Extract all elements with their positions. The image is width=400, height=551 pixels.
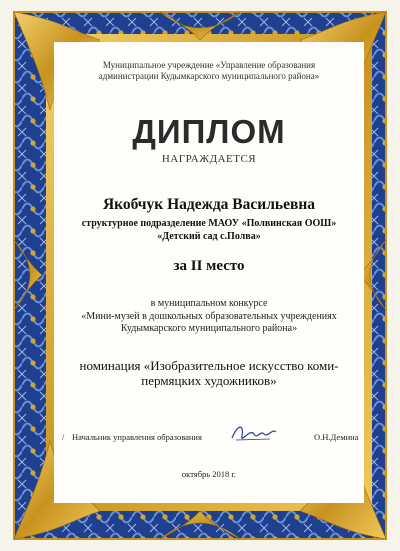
document-title: ДИПЛОМ bbox=[132, 113, 286, 150]
issuer-line-2: администрации Кудымкарского муниципального района» bbox=[98, 71, 320, 81]
issuer bbox=[58, 60, 360, 82]
contest-line-2: «Мини-музей в дошкольных образовательных учреждениях bbox=[81, 310, 337, 322]
recipient-organization bbox=[58, 217, 360, 243]
contest-line-1: в муниципальном конкурсе bbox=[150, 298, 268, 309]
nomination bbox=[58, 358, 360, 388]
nomination-line-1: номинация «Изобразительное искусство коми- bbox=[79, 358, 339, 373]
handwritten-signature bbox=[230, 422, 278, 446]
issuer-line-1: Муниципальное учреждение «Управление образования bbox=[102, 60, 316, 70]
recipient-name: Якобчук Надежда Васильевна bbox=[102, 196, 316, 213]
issue-date: октябрь 2018 г. bbox=[181, 469, 237, 479]
signatory-position: Начальник управления образования bbox=[72, 432, 202, 442]
place-award: за II место bbox=[173, 258, 245, 274]
awarded-label: НАГРАЖДАЕТСЯ bbox=[161, 153, 257, 165]
contest-line-3: Кудымкарского муниципального района» bbox=[120, 323, 298, 334]
org-line-2: «Детский сад с.Полва» bbox=[157, 231, 261, 242]
contest-description bbox=[58, 298, 360, 336]
nomination-line-2: пермяцких художников» bbox=[141, 373, 277, 388]
signature-slash: / bbox=[62, 432, 65, 442]
signatory-name: О.Н.Демина bbox=[314, 432, 359, 442]
org-line-1: структурное подразделение МАОУ «Полвинская ООШ» bbox=[81, 218, 337, 229]
